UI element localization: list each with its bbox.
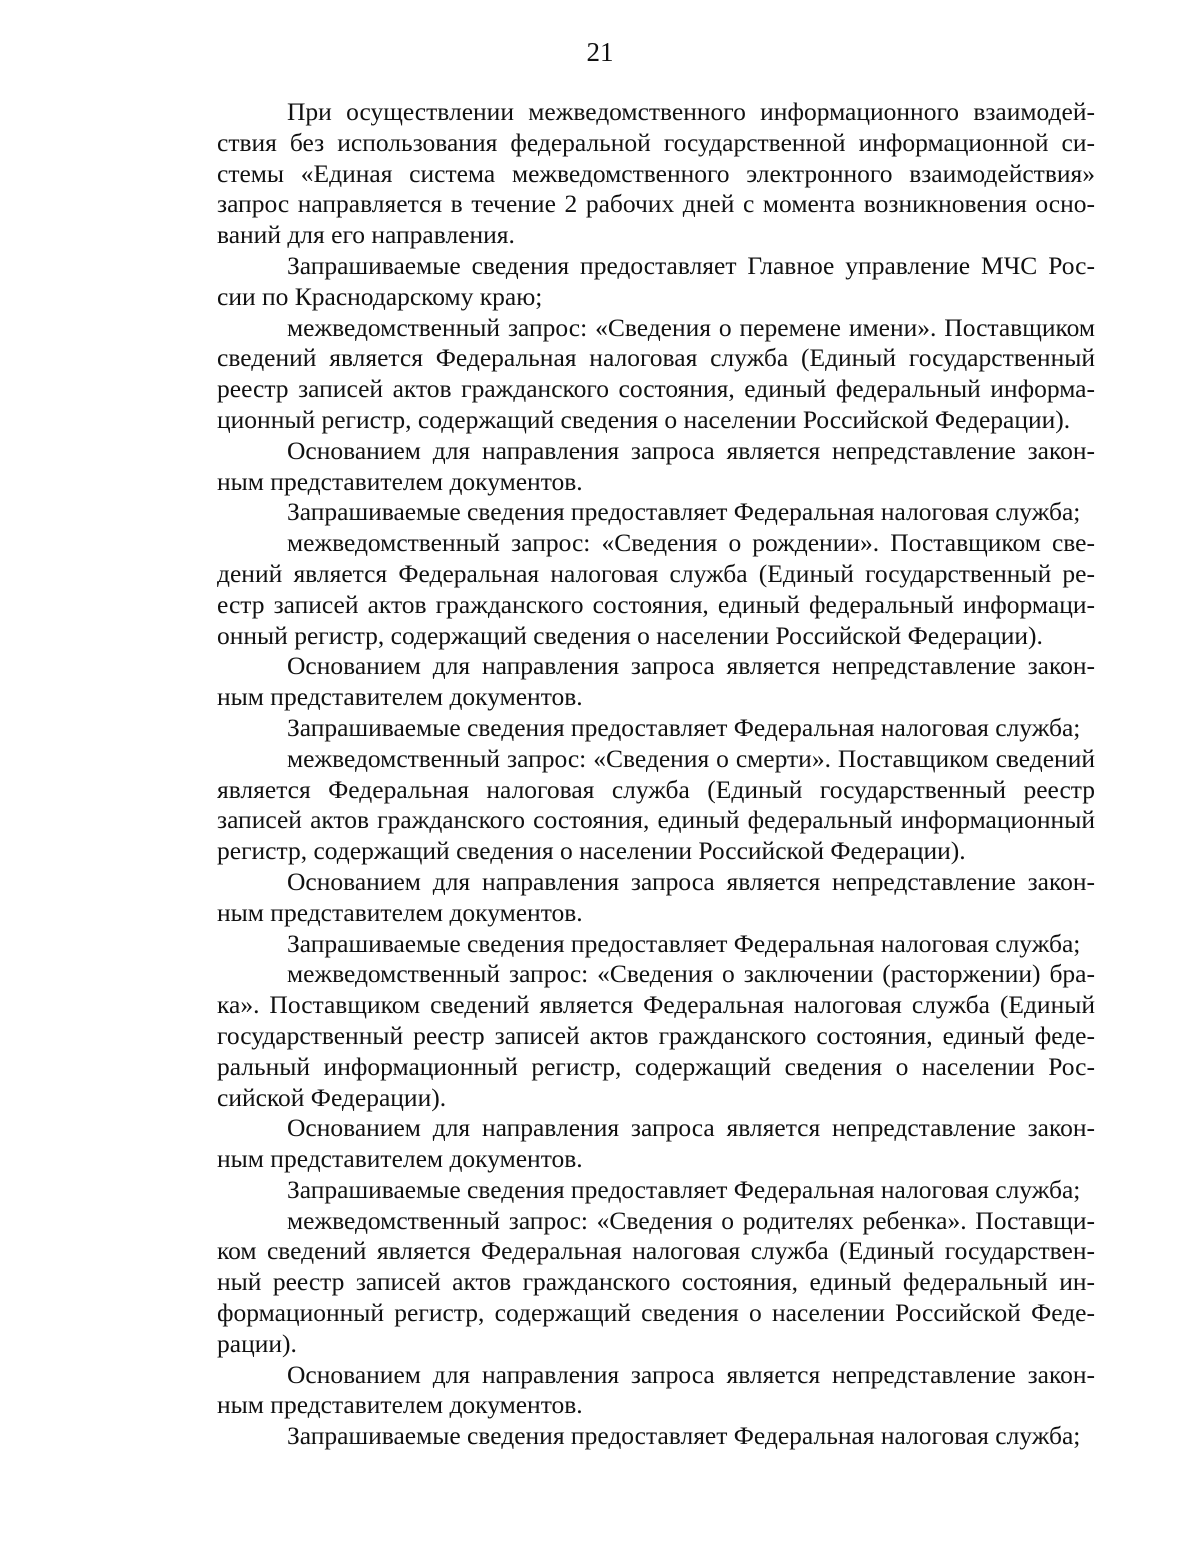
paragraph: Основанием для направления запроса является непредставление законным представителем документов. xyxy=(217,1113,1095,1174)
paragraph: межведомственный запрос: «Сведения о перемене имени». Поставщиком сведений является Федеральная налоговая служба (Единый государственный реестр записей актов гражданского состояния, единый федеральный информационный регистр, содержащий сведения о населении Российской Федерации). xyxy=(217,312,1095,434)
document-body xyxy=(217,97,1095,1452)
paragraph: Запрашиваемые сведения предоставляет Федеральная налоговая служба; xyxy=(287,497,1081,527)
paragraph: Основанием для направления запроса является непредставление законным представителем документов. xyxy=(217,651,1095,712)
paragraph: Основанием для направления запроса является непредставление законным представителем документов. xyxy=(217,1359,1095,1420)
paragraph: Запрашиваемые сведения предоставляет Федеральная налоговая служба; xyxy=(287,712,1081,742)
paragraph: Основанием для направления запроса является непредставление законным представителем документов. xyxy=(217,866,1095,927)
paragraph: Запрашиваемые сведения предоставляет Федеральная налоговая служба; xyxy=(287,1421,1081,1451)
paragraph: межведомственный запрос: «Сведения о рождении». Поставщиком сведений является Федеральная налоговая служба (Единый государственный реестр записей актов гражданского состояния, единый федеральный информационный регистр, содержащий сведения о населении Российской Федерации). xyxy=(217,528,1095,650)
paragraph: межведомственный запрос: «Сведения о заключении (расторжении) брака». Поставщиком сведений является Федеральная налоговая служба (Единый государственный реестр записей актов гражданского состояния, единый федеральный информационный регистр, содержащий сведения о населении Российской Федерации). xyxy=(217,959,1095,1112)
paragraph: межведомственный запрос: «Сведения о родителях ребенка». Поставщиком сведений является Федеральная налоговая служба (Единый государственный реестр записей актов гражданского состояния, единый федеральный информационный регистр, содержащий сведения о населении Российской Федерации). xyxy=(217,1205,1095,1358)
paragraph: Основанием для направления запроса является непредставление законным представителем документов. xyxy=(217,435,1095,496)
paragraph: При осуществлении межведомственного информационного взаимодействия без использования федеральной государственной информационной системы «Единая система межведомственного электронного взаимодействия» запрос направляется в течение 2 рабочих дней с момента возникновения оснований для его направления. xyxy=(217,97,1095,250)
page-number: 21 xyxy=(586,37,614,67)
paragraph: Запрашиваемые сведения предоставляет Федеральная налоговая служба; xyxy=(287,928,1081,958)
paragraph: межведомственный запрос: «Сведения о смерти». Поставщиком сведений является Федеральная налоговая служба (Единый государственный реестр записей актов гражданского состояния, единый федеральный информационный регистр, содержащий сведения о населении Российской Федерации). xyxy=(217,743,1095,866)
paragraph: Запрашиваемые сведения предоставляет Главное управление МЧС России по Краснодарскому краю; xyxy=(217,250,1095,311)
paragraph: Запрашиваемые сведения предоставляет Федеральная налоговая служба; xyxy=(287,1174,1081,1204)
